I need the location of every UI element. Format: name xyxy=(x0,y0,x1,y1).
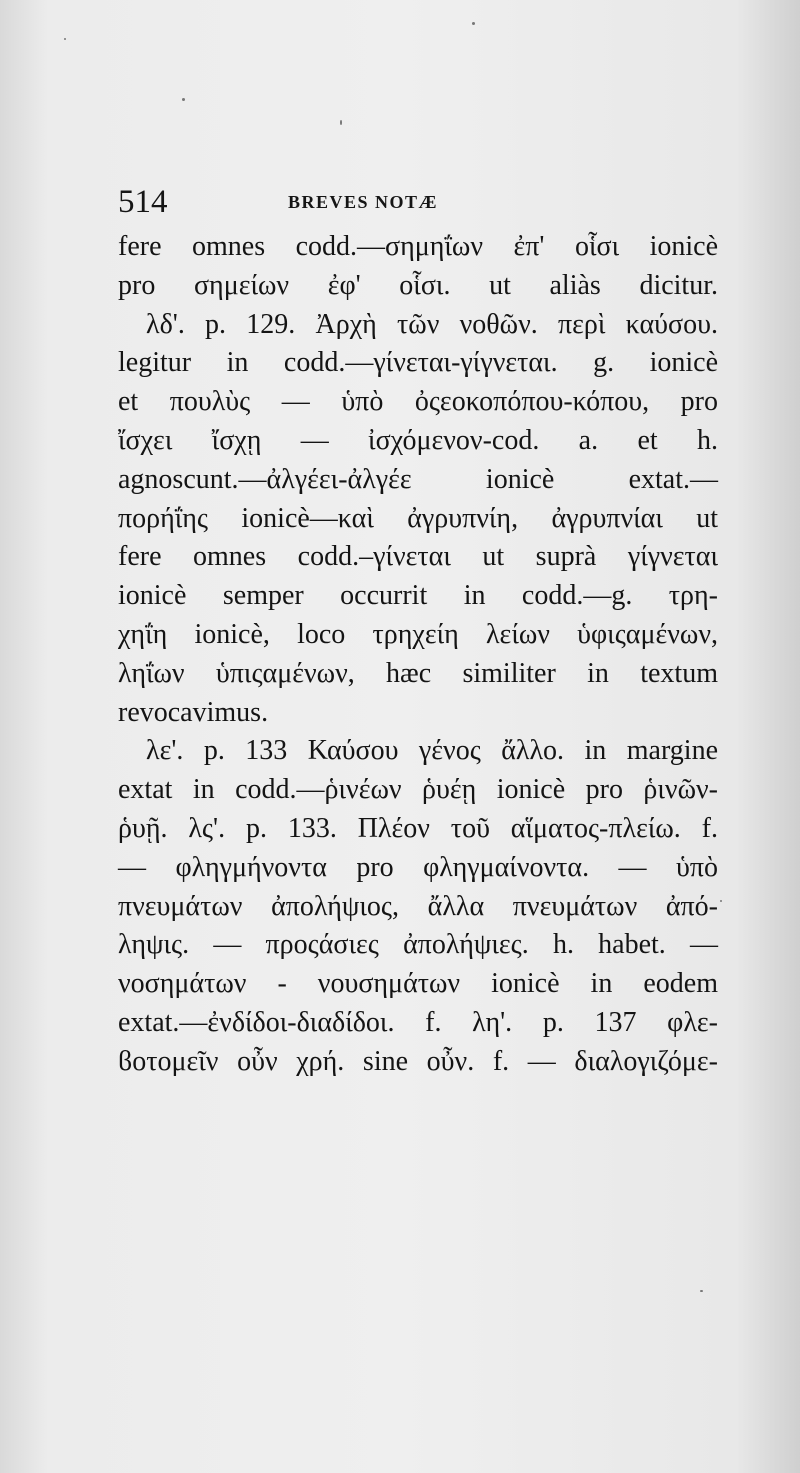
text-line: revocavimus. xyxy=(118,696,269,728)
text-line: νοσημάτων - νουσημάτων ionicè in eodem xyxy=(118,968,718,1000)
text-line: legitur in codd.—γίνεται-γίγνεται. g. ionicè xyxy=(118,347,718,379)
text-line: fere omnes codd.—σημηΐων ἐπ' οἷσι ionicè xyxy=(118,231,718,262)
text-line: πορήΐης ionicè—καὶ ἀγρυπνίη, ἀγρυπνίαι ut xyxy=(118,502,718,534)
text-line: — φληγμήνοντα pro φληγμαίνοντα. — ὑπὸ xyxy=(118,851,718,883)
body-text xyxy=(118,228,718,1082)
text-line: λδ'. p. 129. Ἀρχὴ τῶν νοθῶν. περὶ καύσου. xyxy=(146,308,718,340)
text-line: πνευμάτων ἀπολήψιος, ἄλλα πνευμάτων ἀπό- xyxy=(118,890,718,922)
page-header xyxy=(118,182,718,222)
page-number: 514 xyxy=(118,184,168,220)
text-line: ληΐων ὑπιςαμένων, hæc similiter in textum xyxy=(118,657,718,689)
text-line: agnoscunt.—ἀλγέει-ἀλγέε ionicè extat.— xyxy=(118,463,718,495)
text-line: extat.—ἐνδίδοι-διαδίδοι. f. λη'. p. 137 φλε- xyxy=(118,1006,718,1038)
text-line: et πουλὺς — ὑπὸ ὀςεοκοπόπου-κόπου, pro xyxy=(118,386,718,418)
text-line: λε'. p. 133 Καύσου γένος ἄλλο. in margine xyxy=(146,735,718,767)
text-line: extat in codd.—ῥινέων ῥυέῃ ionicè pro ῥινῶν- xyxy=(118,774,718,806)
ink-speck xyxy=(340,120,342,125)
text-line: χηΐη ionicè, loco τρηχείη λείων ὑφιςαμένων, xyxy=(118,618,718,650)
text-line: ionicè semper occurrit in codd.—g. τρη- xyxy=(118,580,718,612)
ink-speck xyxy=(700,1290,703,1292)
text-line: ἴσχει ἴσχῃ — ἰσχόμενον-cod. a. et h. xyxy=(118,424,718,456)
text-line: ληψις. — προςάσιες ἀπολήψιες. h. habet. — xyxy=(118,929,718,961)
text-line: pro σημείων ἐφ' οἷσι. ut aliàs dicitur. xyxy=(118,269,718,301)
ink-speck xyxy=(472,22,475,25)
ink-speck xyxy=(720,900,722,902)
text-line: fere omnes codd.–γίνεται ut suprà γίγνεται xyxy=(118,541,718,573)
running-head: BREVES NOTÆ xyxy=(288,192,439,212)
text-line: ϐοτομεῖν οὖν χρή. sine οὖν. f. — διαλογιζόμε- xyxy=(118,1045,718,1077)
ink-speck xyxy=(64,38,66,40)
ink-speck xyxy=(182,98,185,101)
text-line: ῥυῇ. λς'. p. 133. Πλέον τοῦ αἵματος-πλείω. f. xyxy=(118,812,718,844)
